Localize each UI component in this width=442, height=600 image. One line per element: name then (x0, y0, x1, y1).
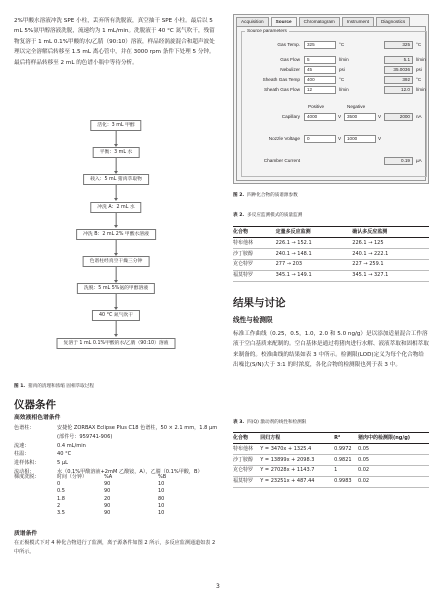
table-header-cell: 化合物 (233, 433, 260, 444)
table-cell: 沙丁胺醇 (233, 249, 276, 260)
gradient-cell: 90 (104, 481, 111, 488)
condition-key: 流动相： (14, 468, 35, 475)
flow-step-2: 平衡：3 mL 水 (93, 147, 140, 158)
table-row (233, 455, 429, 466)
sheath-gas-temp-readback: 392 (384, 76, 413, 84)
nozzle-voltage-label: Nozzle Voltage (268, 136, 300, 141)
tab-diagnostics[interactable]: Diagnostics (376, 17, 410, 26)
hplc-conditions (14, 424, 219, 477)
table-cell: 240.1 → 148.1 (276, 249, 353, 260)
gas-flow-readback-unit: l/min (416, 57, 426, 62)
gradient-cell: 1.8 (57, 495, 65, 502)
nozzle-positive-input[interactable]: 0 (304, 135, 336, 143)
gradient-cell: 20 (104, 495, 111, 502)
chamber-current-unit: µA (416, 158, 422, 163)
gradient-cell: 90 (104, 510, 111, 517)
sheath-gas-temp-readback-unit: °C (416, 77, 422, 82)
gas-temp-input[interactable]: 325 (304, 41, 336, 49)
table-cell: 1 (334, 466, 358, 477)
table-2-caption (233, 213, 302, 220)
flow-connector-2 (116, 158, 117, 171)
condition-value: 0.4 mL/min (57, 442, 86, 449)
table-cell: 0.05 (358, 444, 429, 455)
condition-row (14, 450, 219, 459)
gradient-row (57, 481, 207, 488)
table-cell: Y = 27028x + 1143.7 (260, 466, 334, 477)
table-cell: 240.1 → 222.1 (352, 249, 429, 260)
table-3-text: 四(Q) 激动剂的线性和检测限 (247, 420, 307, 425)
condition-key: 色谱柱： (14, 425, 35, 431)
table-cell: Y = 23251x + 487.44 (260, 476, 334, 487)
figure-2-number: 图 2. (233, 193, 245, 198)
mrm-table (233, 226, 429, 282)
chamber-current-label: Chamber Current (263, 158, 300, 163)
table-row (233, 238, 429, 249)
table-header-cell: 化合物 (233, 227, 276, 238)
gradient-table (57, 474, 207, 517)
negative-header: Negative (347, 104, 366, 109)
sheath-gas-temp-unit: °C (339, 77, 345, 82)
gradient-row (57, 503, 207, 510)
table-cell: 福莫特罗 (233, 270, 276, 281)
flow-step-1: 活化：3 mL 甲醇 (90, 120, 141, 131)
gas-flow-label: Gas Flow (280, 57, 300, 62)
table-cell: 0.02 (358, 476, 429, 487)
table-row (233, 270, 429, 281)
nozzle-positive-unit: V (338, 136, 342, 141)
gradient-label: 梯度洗脱： (14, 474, 40, 480)
ms-paragraph: 在正极模式下对 4 种化合物进行了监测，离子源条件如图 2 所示，多反应监测通道如表 2 中所示。 (14, 540, 216, 555)
sheath-gas-temp-label: Sheath Gas Temp (262, 77, 300, 82)
figure-1-number: 图 1. (14, 384, 26, 389)
condition-row (14, 424, 219, 442)
flow-connector-3 (116, 185, 117, 198)
gradient-row (57, 488, 207, 495)
flow-step-6: 色谱柱经真空干燥三分钟 (83, 256, 150, 267)
table-row (233, 476, 429, 487)
gradient-header-cell: 时间（分钟） (57, 474, 88, 480)
table-3-caption (233, 420, 306, 427)
capillary-label: Capillary (281, 114, 300, 119)
intro-paragraph: 2%甲酸水溶液冲洗 SPE 小柱，丢弃所有洗脱液，真空抽干 SPE 小柱。最后以 5 mL 5%氨甲醇溶液洗脱，流速约为 1 mL/min。洗脱液于 40 °C 氮气吹干，残留物复溶于 1 mL 0.1%甲酸的水/乙腈（90:10）溶液，样品经涡旋混合和超声波处理以完全溶解后转移至 1.5 mL 离心管中，并在 3000 rpm 条件下处理 5 分钟。最后将样品转移至 2 mL 的色谱小瓶中等待分析。 (14, 18, 215, 66)
linearity-table (233, 432, 429, 488)
spe-flowchart (14, 120, 218, 373)
tab-chromatogram[interactable]: Chromatogram (299, 17, 340, 26)
flow-step-5: 冲洗 B：2 mL 2% 甲酸水溶液 (76, 229, 156, 240)
gradient-cell: 10 (158, 481, 165, 488)
table-cell: 227 → 259.1 (352, 260, 429, 271)
figure-2-caption (233, 193, 298, 200)
flow-step-9: 复溶于 1 mL 0.1%甲酸的水/乙腈（90:10）溶液 (57, 338, 176, 349)
table-cell: 0.02 (358, 466, 429, 477)
condition-row (14, 459, 219, 468)
capillary-negative-unit: V (378, 114, 382, 119)
gradient-cell: 10 (158, 488, 165, 495)
table-cell: 345.1 → 149.1 (276, 270, 353, 281)
condition-value: 40 °C (57, 451, 72, 458)
gas-temp-label: Gas Temp. (277, 42, 300, 47)
flow-step-3: 载入：5 mL 猪肉萃取物 (83, 174, 149, 185)
chamber-current-readback: 0.19 (384, 157, 413, 165)
figure-1-caption (14, 384, 219, 391)
condition-value: 5 μL (57, 460, 68, 467)
figure-1-text: 猪肉的清理和浓缩 固相萃取过程 (28, 384, 94, 389)
tab-source[interactable]: Source (271, 17, 297, 26)
sheath-gas-temp-input[interactable]: 400 (304, 76, 336, 84)
gradient-header-row (57, 474, 207, 481)
capillary-readback-unit: nA (416, 114, 422, 119)
group-title: Source parameters (247, 28, 287, 33)
nebulizer-readback-unit: psi (416, 67, 422, 72)
table-cell: 福莫特罗 (233, 476, 260, 487)
condition-key: 进样体积： (14, 460, 40, 467)
page-number: 3 (216, 583, 220, 590)
gradient-cell: 3.5 (57, 510, 65, 517)
sheath-gas-flow-readback-unit: l/min (416, 87, 426, 92)
flow-connector-7 (116, 294, 117, 307)
flow-connector-6 (116, 267, 117, 280)
table-header-cell: 回归方程 (260, 433, 334, 444)
section-instrument-heading: 仪器条件 (14, 399, 56, 411)
gas-flow-input[interactable]: 5 (304, 56, 336, 64)
table-header-row (233, 227, 429, 238)
condition-key: 流速： (14, 442, 30, 449)
table-2-text: 多反应监测模式的质量监测 (247, 213, 303, 218)
table-2-number: 表 2. (233, 213, 245, 218)
source-parameters-group (241, 28, 427, 177)
capillary-readback: 2000 (384, 113, 413, 121)
condition-row (14, 442, 219, 451)
table-header-cell: 猪肉中的检测限(ng/g) (358, 433, 429, 444)
gradient-row (57, 496, 207, 503)
flow-step-4: 冲洗 A：2 mL 水 (90, 202, 141, 213)
linearity-heading: 线性与检测限 (233, 316, 273, 324)
ms-heading: 质谱条件 (14, 531, 38, 537)
table-cell: 克仑特罗 (233, 466, 260, 477)
table-cell: 0.9983 (334, 476, 358, 487)
nebulizer-label: Nebulizer (280, 67, 300, 72)
condition-value: 安捷伦 ZORBAX Eclipse Plus C18 色谱柱，50 × 2.1 mm，1.8 μm (部件号：959741-906) (57, 425, 218, 440)
figure-2-text: 四种化合物的质谱源参数 (247, 193, 298, 198)
table-header-row (233, 433, 429, 444)
source-panel (236, 26, 426, 181)
results-heading: 结果与讨论 (233, 297, 286, 309)
capillary-positive-input[interactable]: 4000 (304, 113, 336, 121)
table-row (233, 466, 429, 477)
table-cell: Y = 13899x + 2098.3 (260, 455, 334, 466)
gradient-cell: 2 (57, 502, 61, 509)
nebulizer-input[interactable]: 45 (304, 66, 336, 74)
hplc-heading: 高效液相色谱条件 (14, 415, 61, 421)
tab-instrument[interactable]: Instrument (342, 17, 374, 26)
nozzle-negative-unit: V (378, 136, 382, 141)
table-header-cell: 确认多反应监测 (352, 227, 429, 238)
table-row (233, 260, 429, 271)
nebulizer-unit: psi (339, 67, 345, 72)
gradient-cell: 90 (104, 502, 111, 509)
flow-connector-4 (116, 213, 117, 226)
flow-connector-8 (116, 321, 117, 334)
table-header-cell: 定量多反应监测 (276, 227, 353, 238)
gradient-cell: 0.5 (57, 488, 65, 495)
positive-header: Positive (308, 104, 325, 109)
table-cell: 克仑特罗 (233, 260, 276, 271)
gradient-cell: 10 (158, 510, 165, 517)
sheath-gas-flow-readback: 12.0 (384, 86, 413, 94)
gradient-cell: 90 (104, 488, 111, 495)
nozzle-negative-input[interactable]: 1000 (344, 135, 376, 143)
gas-flow-unit: l/min (339, 57, 349, 62)
table-row (233, 249, 429, 260)
table-row (233, 444, 429, 455)
linearity-paragraph: 标准工作曲线（0.25，0.5，1.0，2.0 和 5.0 ng/g）是以添加适量混合工作溶液于空白基质来配制的。空白基体是通过将猪肉进行水解、液液萃取和固相萃取来制备的。校准曲线的结果如表 3 中所示。检测限(LOD)定义为每个化合物给出噪比(S/N)大于 3:1 的时浓度，各化合物的检测限也列于表 3 中。 (233, 331, 429, 368)
gas-temp-readback: 325 (384, 41, 413, 49)
capillary-positive-unit: V (338, 114, 342, 119)
table-header-cell: R² (334, 433, 358, 444)
source-parameters-window (233, 14, 429, 184)
sheath-gas-flow-input[interactable]: 12 (304, 86, 336, 94)
nebulizer-readback: 35.0036 (384, 66, 413, 74)
gradient-cell: 0 (57, 481, 61, 488)
condition-key: 柱温： (14, 451, 30, 458)
gradient-header-cell: %B (158, 474, 167, 480)
table-cell: 226.1 → 152.1 (276, 238, 353, 249)
flow-connector-5 (116, 240, 117, 253)
table-cell: 沙丁胺醇 (233, 455, 260, 466)
table-cell: 特布他林 (233, 444, 260, 455)
gas-temp-unit: °C (339, 42, 345, 47)
table-cell: 0.9821 (334, 455, 358, 466)
gradient-header-cell: %A (104, 474, 113, 480)
tab-bar (236, 17, 426, 26)
table-3-number: 表 3. (233, 420, 245, 425)
table-cell: 0.05 (358, 455, 429, 466)
table-cell: 277 → 203 (276, 260, 353, 271)
condition-value: 水（0.1%甲酸溶液+2mM 乙酸铵，A），乙腈（0.1%甲酸，B） (57, 468, 203, 475)
gradient-cell: 10 (158, 502, 165, 509)
sheath-gas-flow-label: Sheath Gas Flow (264, 87, 300, 92)
gradient-cell: 80 (158, 495, 165, 502)
flow-step-7: 洗脱：5 mL 5%氨的甲醇溶液 (77, 283, 155, 294)
table-cell: 226.1 → 125 (352, 238, 429, 249)
table-cell: 特布他林 (233, 238, 276, 249)
gradient-row (57, 510, 207, 517)
table-cell: 345.1 → 327.1 (352, 270, 429, 281)
tab-acquisition[interactable]: Acquisition (236, 17, 269, 26)
table-cell: 0.9972 (334, 444, 358, 455)
gas-temp-readback-unit: °C (416, 42, 422, 47)
table-cell: Y = 3470x + 1325.4 (260, 444, 334, 455)
sheath-gas-flow-unit: l/min (339, 87, 349, 92)
gas-flow-readback: 5.1 (384, 56, 413, 64)
flow-connector-1 (116, 131, 117, 144)
flow-step-8: 40 °C 氮气吹干 (92, 310, 140, 321)
capillary-negative-input[interactable]: 3500 (344, 113, 376, 121)
